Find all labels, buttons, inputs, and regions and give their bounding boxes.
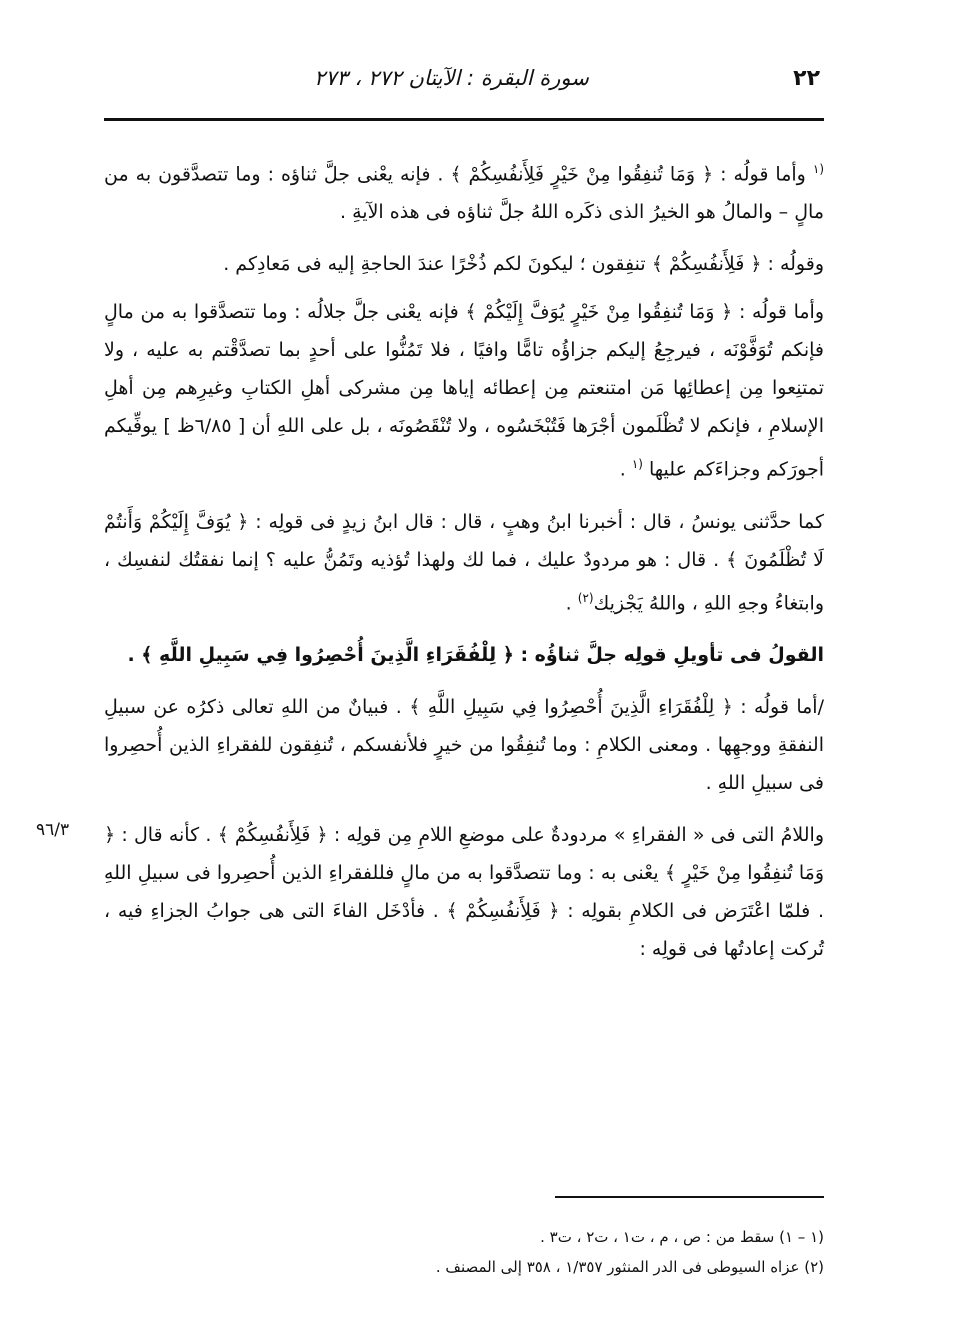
paragraph-text: واللامُ التى فى « الفقراءِ » مردودةٌ على موضعِ اللامِ مِن قولِه : ﴿ فَلِأَنفُسِكُمْ ﴾ . كأنه قال : ﴿ وَمَا تُنفِقُوا مِنْ خَيْرٍ ﴾ يعْنى به : وما تتصدَّقوا به من مالٍ فللفقراءِ الذين أُحصِروا فى سبيلِ اللهِ . فلمّا اعْتَرَض فى الكلامِ بقولِه : ﴿ فَلِأَنفُسِكُمْ ﴾ . فأدْخَل الفاءَ التى هى جوابُ الجزاءِ فيه ، تُركت إعادتُها فى قولِه : bbox=[104, 823, 824, 960]
paragraph bbox=[104, 816, 824, 968]
paragraph-text: وأما قولُه : ﴿ وَمَا تُنفِقُوا مِنْ خَيْرٍ يُوَفَّ إِلَيْكُمْ ﴾ فإنه يعْنى جلَّ جلالُه : وما تتصدَّقوا به من مالٍ فإنكم تُوَفَّوْنَه ، فيرجِعُ إليكم جزاؤُه تامًّا وافيًا ، فلا تَمُنُّوا على أحدٍ بما تصدَّقْتم به عليه ، ولا تمتنِعوا مِن إعطائِها مَن امتنعتم مِن إعطائه إياها مِن مشركى أهلِ الكتابِ وغيرِهم مِن أهلِ الإسلامِ ، فإنكم لا تُظْلَمون أجْرَها فَتُبْخَسُوه ، ولا تُنْقَصُونَه ، بل على اللهِ أن [ ٦/٨٥ظ ] يوفِّيكم أجورَكم وجزاءَكم عليها bbox=[104, 301, 824, 481]
page-header bbox=[104, 66, 820, 106]
footnotes bbox=[104, 1222, 824, 1282]
paragraph-text: كما حدَّثنى يونسُ ، قال : أخبرنا ابنُ وهبٍ ، قال : قال ابنُ زيدٍ فى قولِه : ﴿ يُوَفَّ إِلَيْكُمْ وَأَنتُمْ لَا تُظْلَمُونَ ﴾ . قال : هو مردودٌ عليك ، فما لك ولهذا تُؤذيه وتَمُنُّ عليه ؟ إنما نفقتُك لنفسِك ، وابتغاءُ وجهِ اللهِ ، واللهُ يَجْزيك bbox=[104, 510, 824, 614]
paragraph bbox=[104, 293, 824, 488]
paragraph bbox=[104, 245, 824, 283]
paragraph-text: /أما قولُه : ﴿ لِلْفُقَرَاءِ الَّذِينَ أُحْصِرُوا فِي سَبِيلِ اللَّهِ ﴾ . فبيانٌ من اللهِ تعالى ذكرُه عن سبيلِ النفقةِ ووجهِها . ومعنى الكلامِ : وما تُنفِقُوا من خيرٍ فلأنفسكم ، تُنفِقون للفقراءِ الذين أُحصِروا فى سبيلِ اللهِ . bbox=[104, 695, 824, 794]
running-title: سورة البقرة : الآيتان ٢٧٢ ، ٢٧٣ bbox=[314, 66, 589, 90]
paragraph-text: وقولُه : ﴿ فَلِأَنفُسِكُمْ ﴾ تنفِقون ؛ ليكونَ لكم ذُخْرًا عندَ الحاجةِ إليه فى مَعادِكم . bbox=[223, 253, 824, 276]
header-rule bbox=[104, 118, 824, 121]
footnote: (٢) عزاه السيوطى فى الدر المنثور ١/٣٥٧ ، ٣٥٨ إلى المصنف . bbox=[435, 1258, 824, 1276]
side-reference: ٩٦/٣ bbox=[36, 820, 70, 840]
footnote-mark: (١ bbox=[631, 457, 643, 472]
paragraph-text: وأما قولُه : ﴿ وَمَا تُنفِقُوا مِنْ خَيْرٍ فَلِأَنفُسِكُمْ ﴾ . فإنه يعْنى جلَّ ثناؤه : وما تتصدَّقون به من مالٍ – والمالُ هو الخيرُ الذى ذكَره اللهُ جلَّ ثناؤه فى هذه الآيةِ . bbox=[104, 163, 824, 224]
footnote-mark: (١ bbox=[812, 162, 824, 176]
main-text bbox=[104, 150, 824, 982]
paragraph bbox=[104, 503, 824, 622]
section-heading: القولُ فى تأويلِ قولِه جلَّ ثناؤُه : ﴿ لِلْفُقَرَاءِ الَّذِينَ أُحْصِرُوا فِي سَبِيلِ اللَّهِ ﴾ . bbox=[127, 643, 824, 666]
footnote-rule bbox=[555, 1196, 824, 1198]
paragraph-tail: . bbox=[619, 458, 632, 481]
paragraph bbox=[104, 150, 824, 231]
footnote: (١ – ١) سقط من : ص ، م ، ت١ ، ت٢ ، ت٣ . bbox=[540, 1228, 824, 1246]
footnote-mark: (٢) bbox=[577, 590, 594, 605]
paragraph bbox=[104, 688, 824, 802]
page-number: ٢٢ bbox=[793, 66, 820, 91]
paragraph-tail: . bbox=[565, 591, 578, 614]
